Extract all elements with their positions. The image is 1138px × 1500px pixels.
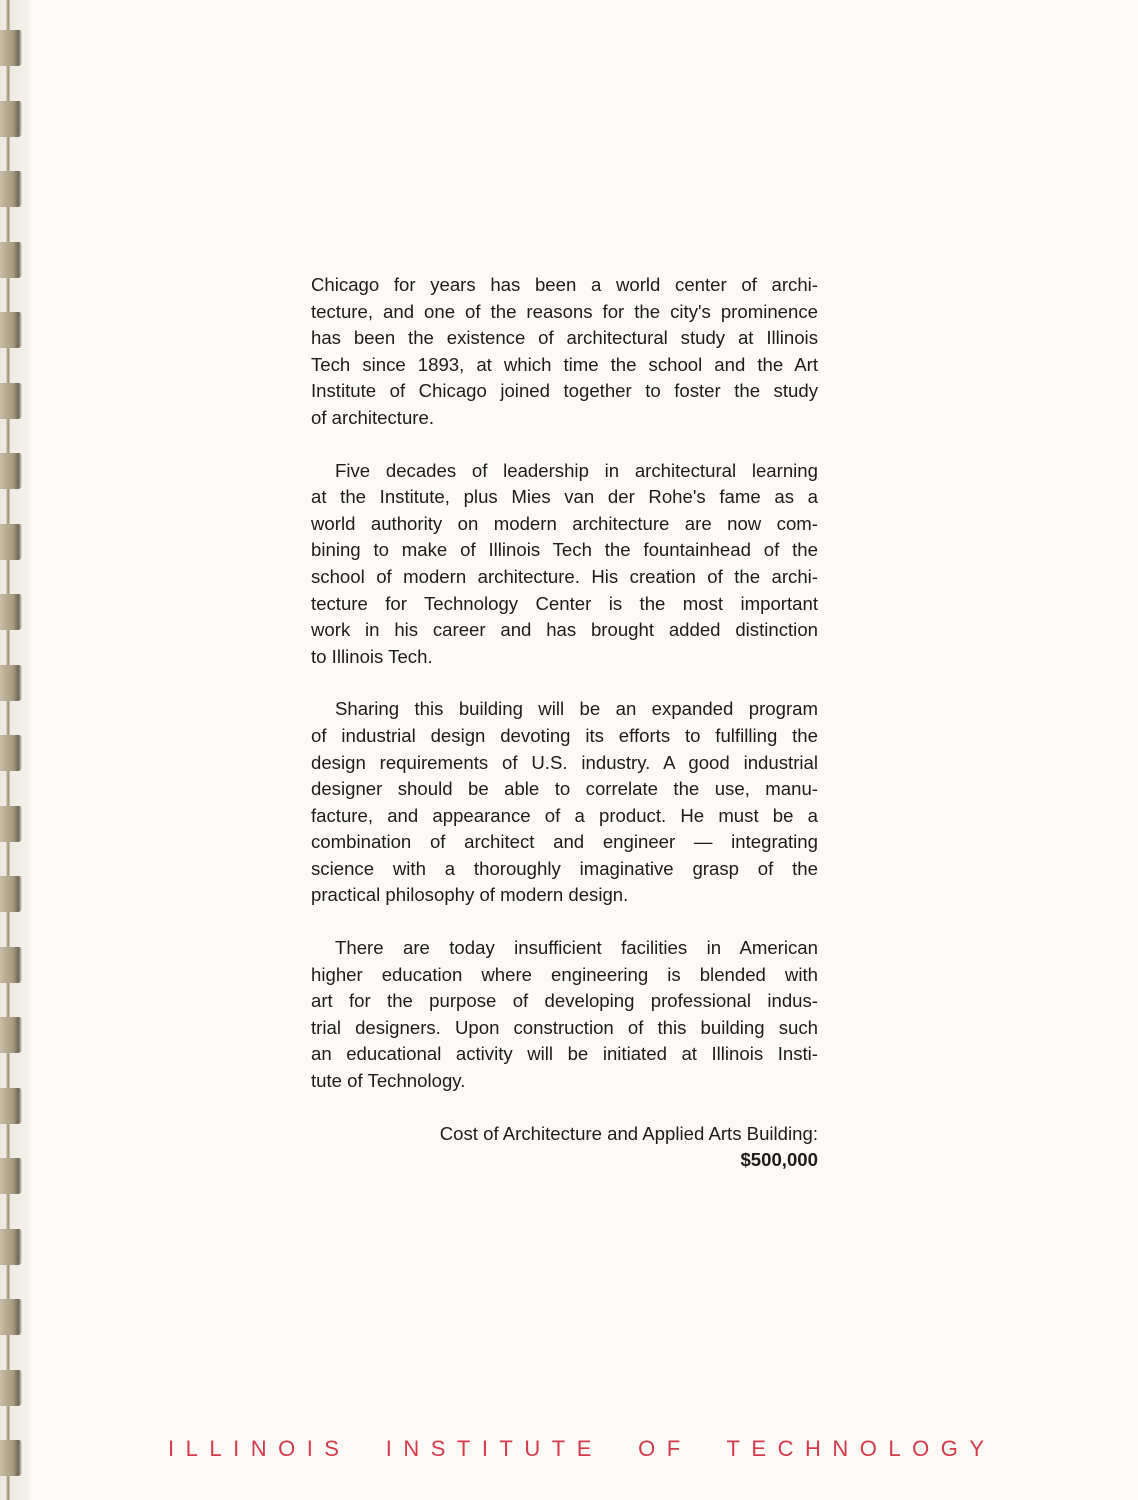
binding-ring (0, 524, 22, 560)
binding-ring (0, 171, 22, 207)
text-line: world authority on modern architecture are now com- (311, 512, 818, 534)
binding-ring (0, 101, 22, 137)
text-line: tecture for Technology Center is the most important (311, 592, 818, 614)
text-line: work in his career and has brought added distinction (311, 619, 818, 641)
binding-ring (0, 1017, 22, 1053)
text-line: Tech since 1893, at which time the school and the Art (311, 353, 818, 375)
text-line: an educational activity will be initiated at Illinois Insti- (311, 1043, 818, 1065)
text-line: art for the purpose of developing professional indus- (311, 990, 818, 1012)
binding-ring (0, 594, 22, 630)
binding-ring (0, 1088, 22, 1124)
text-line: Five decades of leadership in architectural learning (335, 459, 818, 481)
binding-ring (0, 30, 22, 66)
cost-statement (311, 1121, 818, 1174)
binding-ring (0, 1229, 22, 1265)
binding-ring (0, 383, 22, 419)
text-line: has been the existence of architectural study at Illinois (311, 327, 818, 349)
text-line: Chicago for years has been a world center of archi- (311, 274, 818, 295)
paragraph (311, 458, 818, 671)
text-line: science with a thoroughly imaginative grasp of the (311, 857, 818, 879)
text-line: bining to make of Illinois Tech the fountainhead of the (311, 539, 818, 561)
binding-ring (0, 453, 22, 489)
footer-institution-name: ILLINOIS INSTITUTE OF TECHNOLOGY (168, 1436, 996, 1461)
text-line: higher education where engineering is blended with (311, 963, 818, 985)
text-line: of architecture. (311, 406, 434, 428)
binding-ring (0, 1158, 22, 1194)
text-line: There are today insufficient facilities in American (335, 937, 818, 959)
cost-amount: $500,000 (740, 1149, 818, 1171)
text-line: Institute of Chicago joined together to foster the study (311, 380, 818, 402)
text-line: design requirements of U.S. industry. A good industrial (311, 751, 818, 773)
text-line: facture, and appearance of a product. He must be a (311, 804, 818, 826)
text-line: practical philosophy of modern design. (311, 884, 629, 906)
text-line: school of modern architecture. His creation of the archi- (311, 565, 818, 587)
binding-ring (0, 735, 22, 771)
text-line: to Illinois Tech. (311, 645, 433, 667)
spiral-binding (0, 0, 30, 1500)
binding-ring (0, 1370, 22, 1406)
text-line: combination of architect and engineer — integrating (311, 831, 818, 853)
text-line: trial designers. Upon construction of this building such (311, 1016, 818, 1038)
text-line: at the Institute, plus Mies van der Rohe's fame as a (311, 486, 818, 508)
paragraph (311, 696, 818, 909)
cost-label: Cost of Architecture and Applied Arts Building: (439, 1122, 818, 1144)
binding-ring (0, 876, 22, 912)
binding-ring (0, 1440, 22, 1476)
paragraph (311, 272, 818, 432)
binding-ring (0, 806, 22, 842)
binding-ring (0, 242, 22, 278)
paragraph (311, 935, 818, 1095)
text-line: designer should be able to correlate the use, manu- (311, 778, 818, 800)
binding-ring (0, 947, 22, 983)
text-line: tecture, and one of the reasons for the city's prominence (311, 300, 818, 322)
binding-ring (0, 1299, 22, 1335)
text-line: tute of Technology. (311, 1070, 466, 1092)
text-line: Sharing this building will be an expanded program (335, 698, 818, 720)
binding-ring (0, 665, 22, 701)
binding-ring (0, 312, 22, 348)
body-text (311, 272, 818, 1174)
text-line: of industrial design devoting its efforts to fulfilling the (311, 724, 818, 746)
